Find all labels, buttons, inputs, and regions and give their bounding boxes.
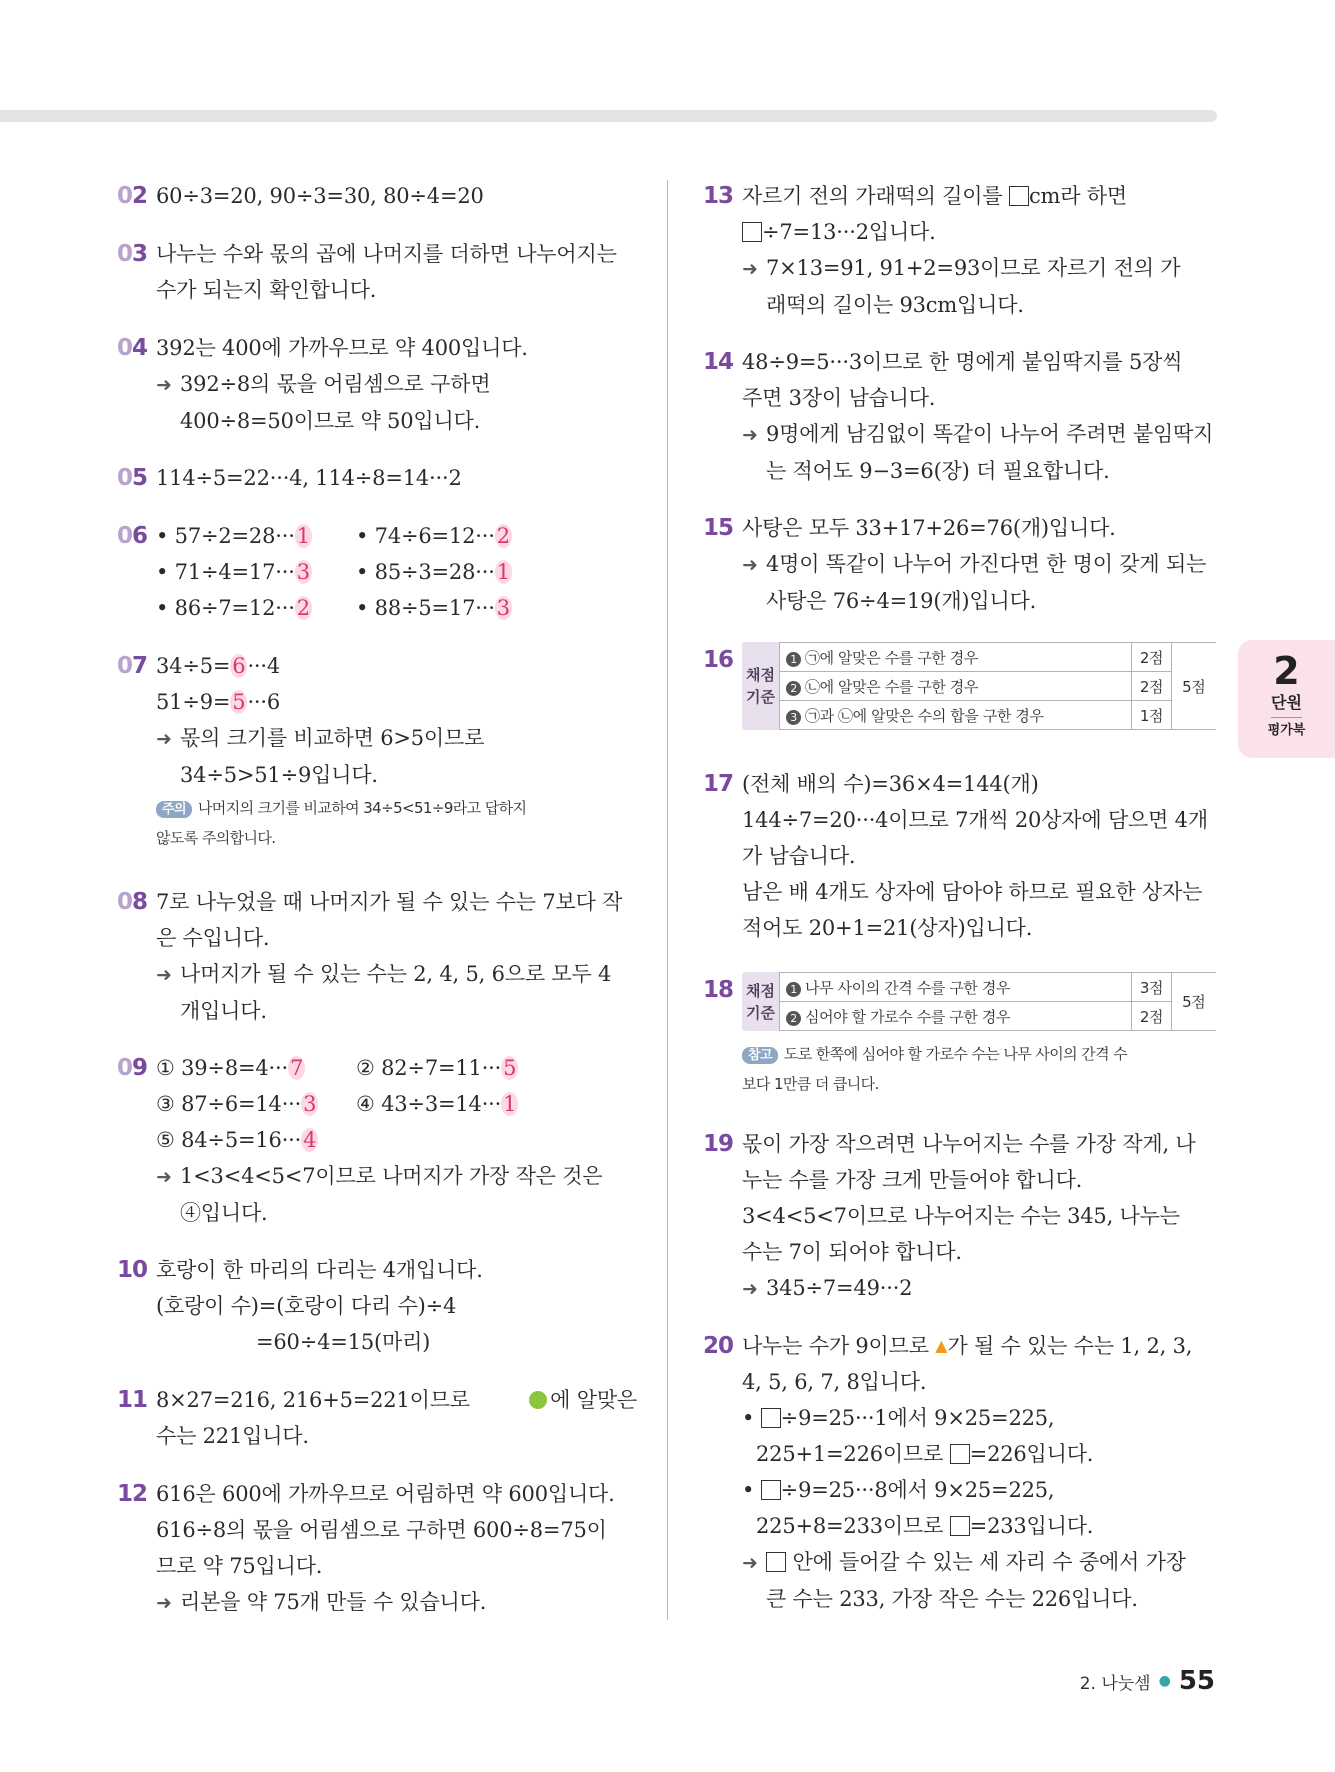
blank-box-icon <box>950 1516 970 1536</box>
blank-box-icon <box>761 1408 781 1428</box>
table-row: 2 ㉡에 알맞은 수를 구한 경우 2점 <box>780 672 1216 701</box>
problem-number: 04 <box>117 335 148 361</box>
highlighted-quotient: 5 <box>232 690 246 714</box>
problem-14 <box>703 344 1223 510</box>
answer-line: 적어도 20+1=21(상자)입니다. <box>742 916 1033 940</box>
answer-line: (호랑이 수)=(호랑이 다리 수)÷4 <box>156 1294 457 1318</box>
highlighted-remainder: 4 <box>303 1128 317 1152</box>
answer-line: ➜ 안에 들어갈 수 있는 세 자리 수 중에서 가장 <box>742 1544 1223 1581</box>
unit-number: 2 <box>1273 649 1300 693</box>
problem-number: 17 <box>703 771 734 797</box>
problem-number: 02 <box>117 183 148 209</box>
answer-line: 7로 나누었을 때 나머지가 될 수 있는 수는 7보다 작 <box>156 890 623 914</box>
circled-number-icon: 1 <box>786 652 801 667</box>
problem-number: 10 <box>117 1257 148 1283</box>
arrow-right-icon: ➜ <box>742 1552 758 1574</box>
answer-line: 616은 600에 가까우므로 어림하면 약 600입니다. <box>156 1482 615 1506</box>
problem-number: 13 <box>703 183 734 209</box>
answer-line: ➜ 392÷8의 몫을 어림셈으로 구하면 <box>156 366 637 403</box>
total-points: 5점 <box>1172 973 1216 1031</box>
answer-line: • 57÷2=28···1 • 74÷6=12···2 <box>156 524 510 548</box>
problem-11 <box>117 1382 637 1476</box>
page-footer <box>1080 1666 1215 1696</box>
answer-line: ➜ 1<3<4<5<7이므로 나머지가 가장 작은 것은 <box>156 1158 637 1195</box>
answer-line: 225+8=233이므로 =233입니다. <box>756 1514 1094 1538</box>
highlighted-remainder: 1 <box>296 524 310 548</box>
answer-line: 392는 400에 가까우므로 약 400입니다. <box>156 336 528 360</box>
circled-number-icon: 3 <box>786 710 801 725</box>
problem-06 <box>117 518 637 648</box>
answer-line: • ÷9=25···8에서 9×25=225, <box>742 1478 1055 1502</box>
answer-line: 누는 수를 가장 크게 만들어야 합니다. <box>742 1168 1083 1192</box>
answer-line: 남은 배 4개도 상자에 담아야 하므로 필요한 상자는 <box>742 880 1203 904</box>
answer-line: ➜ 리본을 약 75개 만들 수 있습니다. <box>156 1584 637 1621</box>
answer-line: 사탕은 76÷4=19(개)입니다. <box>766 589 1037 613</box>
problem-09 <box>117 1050 637 1252</box>
highlighted-remainder: 2 <box>496 524 510 548</box>
scoring-table <box>779 972 1216 1031</box>
answer-line: 4, 5, 6, 7, 8입니다. <box>742 1370 927 1394</box>
problem-15 <box>703 510 1223 640</box>
answer-line: ③ 87÷6=14···3 ④ 43÷3=14···1 <box>156 1092 517 1116</box>
answer-line: ➜ 9명에게 남김없이 똑같이 나누어 주려면 붙임딱지 <box>742 416 1223 453</box>
answer-line: 수는 221입니다. <box>156 1424 309 1448</box>
triangle-icon: ▲ <box>935 1336 948 1355</box>
answer-line: 3<4<5<7이므로 나누어지는 수는 345, 나누는 <box>742 1204 1180 1228</box>
unit-label: 단원 <box>1271 692 1302 718</box>
answer-line: 므로 약 75입니다. <box>156 1554 323 1578</box>
answer-line: =60÷4=15(마리) <box>256 1330 431 1354</box>
problem-03 <box>117 236 637 330</box>
arrow-right-icon: ➜ <box>742 554 758 576</box>
green-circle-icon <box>529 1391 547 1409</box>
answer-line: ➜ 4명이 똑같이 나누어 가진다면 한 명이 갖게 되는 <box>742 546 1223 583</box>
caution-note-line: 않도록 주의합니다. <box>156 829 276 847</box>
circled-number-icon: 1 <box>786 982 801 997</box>
answer-line: 225+1=226이므로 =226입니다. <box>756 1442 1094 1466</box>
answer-line: 400÷8=50이므로 약 50입니다. <box>180 409 481 433</box>
problem-number: 16 <box>703 647 734 673</box>
highlighted-remainder: 2 <box>296 596 310 620</box>
table-row: 1 나무 사이의 간격 수를 구한 경우 3점 5점 <box>780 973 1216 1002</box>
arrow-right-icon: ➜ <box>156 1166 172 1188</box>
reference-note: 참고 도로 한쪽에 심어야 할 가로수 수는 나무 사이의 간격 수 <box>703 1039 1223 1069</box>
highlighted-remainder: 1 <box>496 560 510 584</box>
answer-line: ⑤ 84÷5=16···4 <box>156 1128 317 1152</box>
answer-line: 51÷9=5···6 <box>156 690 281 714</box>
problem-07 <box>117 648 637 884</box>
arrow-right-icon: ➜ <box>156 728 172 750</box>
answer-line: 몫이 가장 작으려면 나누어지는 수를 가장 작게, 나 <box>742 1132 1196 1156</box>
arrow-right-icon: ➜ <box>742 258 758 280</box>
answer-line: 주면 3장이 남습니다. <box>742 386 936 410</box>
bullet-icon: ● <box>1158 1673 1171 1689</box>
answer-line: ④입니다. <box>180 1201 268 1225</box>
arrow-right-icon: ➜ <box>742 424 758 446</box>
answer-line: ➜ 몫의 크기를 비교하면 6>5이므로 <box>156 720 637 757</box>
problem-number: 20 <box>703 1333 734 1359</box>
highlighted-remainder: 3 <box>303 1092 317 1116</box>
answer-line: ➜ 345÷7=49···2 <box>742 1270 1223 1307</box>
scoring-label: 채점 기준 <box>742 972 779 1031</box>
left-column <box>117 178 637 1620</box>
answer-line: 60÷3=20, 90÷3=30, 80÷4=20 <box>156 184 484 208</box>
problem-number: 18 <box>703 977 734 1003</box>
problem-number: 15 <box>703 515 734 541</box>
arrow-right-icon: ➜ <box>156 374 172 396</box>
reference-note-line: 보다 1만큼 더 큽니다. <box>742 1075 879 1093</box>
answer-line: 자르기 전의 가래떡의 길이를 cm라 하면 <box>742 184 1127 208</box>
answer-line: 은 수입니다. <box>156 926 270 950</box>
section-label: 평가북 <box>1267 723 1306 738</box>
blank-box-icon <box>1009 186 1029 206</box>
answer-line: (전체 배의 수)=36×4=144(개) <box>742 772 1039 796</box>
answer-line: • ÷9=25···1에서 9×25=225, <box>742 1406 1055 1430</box>
page-number: 55 <box>1178 1666 1215 1696</box>
answer-line: 래떡의 길이는 93cm입니다. <box>766 293 1024 317</box>
problem-12 <box>117 1476 637 1620</box>
blank-box-icon <box>761 1480 781 1500</box>
highlighted-remainder: 1 <box>503 1092 517 1116</box>
answer-line: 개입니다. <box>180 999 267 1023</box>
answer-line: 큰 수는 233, 가장 작은 수는 226입니다. <box>766 1587 1138 1611</box>
answer-line: 616÷8의 몫을 어림셈으로 구하면 600÷8=75이 <box>156 1518 607 1542</box>
answer-line: 가 남습니다. <box>742 844 856 868</box>
highlighted-remainder: 3 <box>496 596 510 620</box>
table-row: 2 심어야 할 가로수 수를 구한 경우 2점 <box>780 1002 1216 1031</box>
answer-line: 수는 7이 되어야 합니다. <box>742 1240 962 1264</box>
problem-10 <box>117 1252 637 1382</box>
answer-line: 34÷5>51÷9입니다. <box>180 763 378 787</box>
circled-number-icon: 2 <box>786 1011 801 1026</box>
problem-number: 12 <box>117 1481 148 1507</box>
top-bar <box>0 110 1217 122</box>
column-divider <box>667 180 668 1620</box>
answer-line: • 86÷7=12···2 • 88÷5=17···3 <box>156 596 510 620</box>
chapter-title: 2. 나눗셈 <box>1079 1673 1151 1694</box>
problem-08 <box>117 884 637 1050</box>
circled-number-icon: 2 <box>786 681 801 696</box>
problem-16 <box>703 642 1223 766</box>
scoring-criteria <box>742 642 1223 730</box>
answer-line: ① 39÷8=4···7 ② 82÷7=11···5 <box>156 1056 517 1080</box>
answer-line: ÷7=13···2입니다. <box>742 214 1223 250</box>
answer-line: 34÷5=6···4 <box>156 654 281 678</box>
blank-box-icon <box>766 1552 786 1572</box>
answer-line: 114÷5=22···4, 114÷8=14···2 <box>156 466 462 490</box>
problem-18 <box>703 972 1223 1126</box>
problem-04 <box>117 330 637 460</box>
scoring-label: 채점 기준 <box>742 642 779 730</box>
problem-13 <box>703 178 1223 344</box>
answer-line: 나누는 수와 몫의 곱에 나머지를 더하면 나누어지는 <box>156 242 617 266</box>
answer-line: 144÷7=20···4이므로 7개씩 20상자에 담으면 4개 <box>742 808 1208 832</box>
blank-box-icon <box>950 1444 970 1464</box>
answer-line: ➜ 7×13=91, 91+2=93이므로 자르기 전의 가 <box>742 250 1223 287</box>
answer-line: 사탕은 모두 33+17+26=76(개)입니다. <box>742 516 1116 540</box>
answer-line: 호랑이 한 마리의 다리는 4개입니다. <box>156 1258 483 1282</box>
problem-number: 14 <box>703 349 734 375</box>
scoring-table <box>779 642 1216 730</box>
answer-line: 수가 되는지 확인합니다. <box>156 278 377 302</box>
problem-02 <box>117 178 637 236</box>
scoring-criteria <box>742 972 1223 1031</box>
arrow-right-icon: ➜ <box>742 1278 758 1300</box>
reference-tag: 참고 <box>742 1047 778 1064</box>
problem-number: 19 <box>703 1131 734 1157</box>
highlighted-remainder: 3 <box>296 560 310 584</box>
caution-tag: 주의 <box>156 801 192 818</box>
unit-side-tab <box>1238 640 1335 758</box>
total-points: 5점 <box>1172 643 1216 730</box>
problem-number: 09 <box>117 1055 148 1081</box>
arrow-right-icon: ➜ <box>156 1592 172 1614</box>
caution-note: 주의 나머지의 크기를 비교하여 34÷5<51÷9라고 답하지 <box>117 793 637 823</box>
highlighted-quotient: 6 <box>232 654 246 678</box>
answer-line: • 71÷4=17···3 • 85÷3=28···1 <box>156 560 510 584</box>
answer-line: 8×27=216, 216+5=221이므로 에 알맞은 <box>156 1388 637 1412</box>
table-row: 1 ㉠에 알맞은 수를 구한 경우 2점 5점 <box>780 643 1216 672</box>
right-column <box>703 178 1223 1618</box>
problem-number: 11 <box>117 1387 148 1413</box>
problem-number: 07 <box>117 653 148 679</box>
highlighted-remainder: 5 <box>503 1056 517 1080</box>
problem-number: 06 <box>117 523 148 549</box>
problem-05 <box>117 460 637 518</box>
arrow-right-icon: ➜ <box>156 964 172 986</box>
problem-19 <box>703 1126 1223 1328</box>
blank-box-icon <box>742 222 762 242</box>
problem-number: 03 <box>117 241 148 267</box>
answer-line: 나누는 수가 9이므로 ▲가 될 수 있는 수는 1, 2, 3, <box>742 1334 1193 1358</box>
answer-line: 48÷9=5···3이므로 한 명에게 붙임딱지를 5장씩 <box>742 350 1183 374</box>
problem-number: 08 <box>117 889 148 915</box>
answer-line: ➜ 나머지가 될 수 있는 수는 2, 4, 5, 6으로 모두 4 <box>156 956 637 993</box>
problem-20 <box>703 1328 1223 1618</box>
problem-number: 05 <box>117 465 148 491</box>
highlighted-remainder: 7 <box>289 1056 304 1080</box>
answer-line: 는 적어도 9−3=6(장) 더 필요합니다. <box>766 459 1110 483</box>
problem-17 <box>703 766 1223 970</box>
table-row: 3 ㉠과 ㉡에 알맞은 수의 합을 구한 경우 1점 <box>780 701 1216 730</box>
